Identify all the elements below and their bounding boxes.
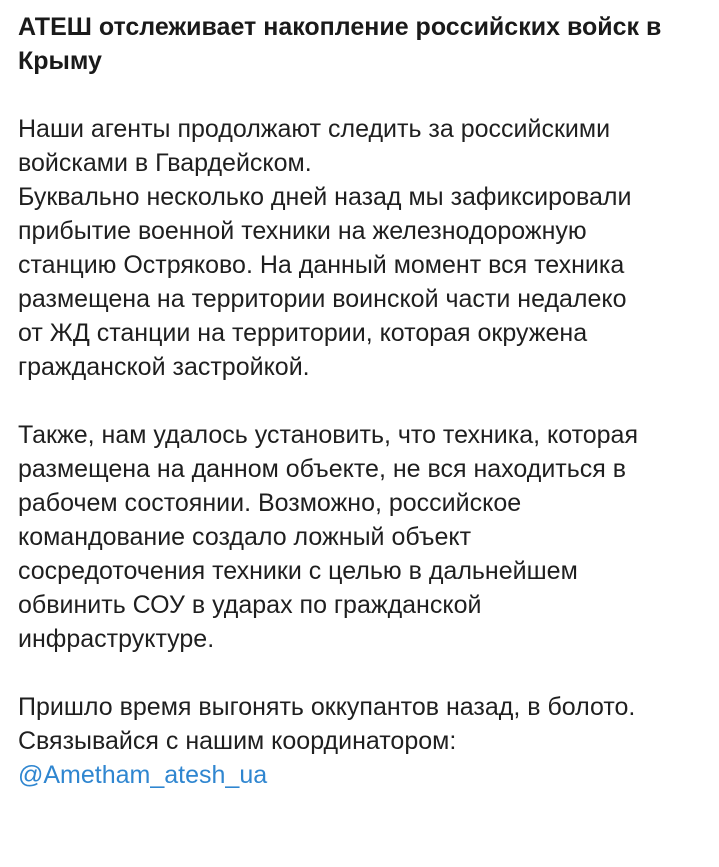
text-line: гражданской застройкой. (18, 353, 310, 381)
text-line: размещена на территории воинской части недалеко (18, 285, 627, 313)
text-line: сосредоточения техники с целью в дальнейшем (18, 557, 578, 585)
text-line: войсками в Гвардейском. (18, 149, 312, 177)
text-line: Также, нам удалось установить, что техника, которая (18, 421, 638, 449)
text-line: инфраструктуре. (18, 625, 215, 653)
text-line: размещена на данном объекте, не вся находиться в (18, 455, 627, 483)
text-line: рабочем состоянии. Возможно, российское (18, 489, 522, 517)
post-paragraph-1 (18, 112, 701, 384)
text-line: обвинить СОУ в ударах по гражданской (18, 591, 482, 619)
post-title: АТЕШ отслеживает накопление российских войск в Крыму (18, 13, 662, 75)
spacer (18, 656, 701, 690)
post-paragraph-2 (18, 418, 701, 656)
text-line: Наши агенты продолжают следить за российскими (18, 115, 611, 143)
post-paragraph-3 (18, 690, 701, 792)
text-line: от ЖД станции на территории, которая окружена (18, 319, 588, 347)
text-line: прибытие военной техники на железнодорожную (18, 217, 587, 245)
text-line: станцию Остряково. На данный момент вся техника (18, 251, 625, 279)
text-line: Связывайся с нашим координатором: (18, 727, 457, 755)
text-line: Пришло время выгонять оккупантов назад, в болото. (18, 693, 636, 721)
text-line: командование создало ложный объект (18, 523, 472, 551)
spacer (18, 384, 701, 418)
spacer (18, 78, 701, 112)
text-line: Буквально несколько дней назад мы зафиксировали (18, 183, 632, 211)
contact-link[interactable]: @Ametham_atesh_ua (18, 761, 268, 789)
